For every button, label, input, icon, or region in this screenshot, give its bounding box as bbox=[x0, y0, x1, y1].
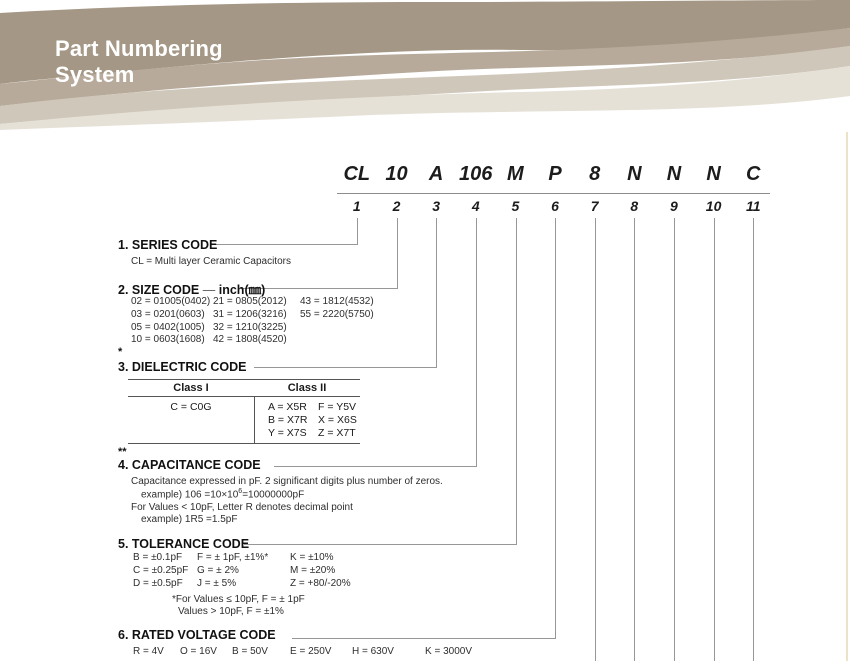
code-char: CL bbox=[343, 163, 371, 185]
tolerance-entry: J = ± 5% bbox=[197, 578, 237, 589]
position-number: 10 bbox=[705, 198, 722, 214]
size-entry: 03 = 0201(0603) bbox=[131, 308, 205, 320]
voltage-entry: O = 16V bbox=[180, 646, 217, 657]
size-entry: 43 = 1812(4532) bbox=[300, 296, 374, 307]
position-number: 3 bbox=[432, 198, 440, 214]
tolerance-entry: Z = +80/-20% bbox=[290, 578, 351, 589]
size-entry: 31 = 1206(3216) bbox=[213, 308, 287, 320]
capacitance-example1-pre: example) 106 =10×10 bbox=[141, 489, 239, 501]
page-edge-line bbox=[846, 132, 848, 661]
voltage-entry: R = 4V bbox=[133, 646, 164, 657]
dielectric-table-body bbox=[128, 397, 360, 443]
code-char: N bbox=[627, 163, 642, 185]
tolerance-entry: G = ± 2% bbox=[197, 565, 239, 576]
size-code-column-2 bbox=[213, 296, 300, 347]
page-title bbox=[55, 36, 223, 88]
tolerance-entry: M = ±20% bbox=[290, 565, 336, 576]
connector-hline-5 bbox=[244, 544, 517, 545]
size-code-column-3 bbox=[300, 296, 400, 347]
tolerance-grid bbox=[133, 552, 351, 591]
position-number: 9 bbox=[670, 198, 678, 214]
code-char: 10 bbox=[385, 163, 408, 185]
connector-vline-7 bbox=[595, 218, 596, 661]
dielectric-code-title: 3. DIELECTRIC CODE bbox=[118, 360, 247, 374]
position-number: 1 bbox=[352, 198, 361, 214]
size-entry: 05 = 0402(1005) bbox=[131, 321, 205, 333]
position-number: 2 bbox=[392, 198, 401, 214]
position-number: 4 bbox=[471, 198, 480, 214]
code-char: 106 bbox=[459, 163, 493, 185]
voltage-entries-row bbox=[0, 646, 850, 660]
size-entry: 02 = 01005(0402) bbox=[131, 296, 211, 307]
connector-vline-4 bbox=[476, 218, 477, 467]
connector-vline-9 bbox=[674, 218, 675, 661]
dielectric-table bbox=[128, 379, 360, 444]
connector-vline-2 bbox=[397, 218, 398, 289]
position-number: 11 bbox=[745, 198, 761, 214]
connector-vline-8 bbox=[634, 218, 635, 661]
class2-entry: Y = X7S bbox=[268, 426, 307, 439]
class2-entry: B = X7R bbox=[268, 413, 308, 426]
class1-value: C = C0G bbox=[170, 401, 212, 413]
code-char: P bbox=[548, 163, 562, 185]
part-number-underline bbox=[337, 193, 770, 194]
code-char: 8 bbox=[589, 163, 601, 185]
connector-hline-6 bbox=[292, 638, 556, 639]
class2-entry: F = Y5V bbox=[318, 401, 357, 413]
voltage-entry: E = 250V bbox=[290, 646, 332, 657]
size-code-table bbox=[131, 296, 400, 347]
code-char: C bbox=[746, 163, 761, 185]
connector-vline-3 bbox=[436, 218, 437, 368]
voltage-entry: H = 630V bbox=[352, 646, 394, 657]
page-header bbox=[0, 0, 850, 135]
size-code-title-text: 2. SIZE CODE bbox=[118, 283, 200, 297]
position-number: 7 bbox=[590, 198, 599, 214]
class2-entry: Z = X7T bbox=[318, 426, 356, 439]
capacitance-code-title: 4. CAPACITANCE CODE bbox=[118, 458, 261, 472]
connector-hline-3 bbox=[254, 367, 437, 368]
size-entry: 42 = 1808(4520) bbox=[213, 334, 287, 346]
class2-row bbox=[268, 427, 360, 440]
class2-row bbox=[268, 414, 360, 427]
tolerance-entry: B = ±0.1pF bbox=[133, 552, 183, 563]
size-entry: 55 = 2220(5750) bbox=[300, 308, 374, 320]
size-code-unit: inch(㎜) bbox=[218, 283, 266, 297]
connector-hline-1 bbox=[214, 244, 358, 245]
tolerance-row bbox=[133, 578, 351, 591]
capacitance-line1: Capacitance expressed in pF. 2 significant digits plus number of zeros. bbox=[131, 476, 443, 487]
dielectric-table-divider bbox=[254, 397, 255, 443]
voltage-entry: B = 50V bbox=[232, 646, 268, 657]
voltage-entry: K = 3000V bbox=[425, 646, 472, 657]
size-code-separator: — bbox=[202, 283, 216, 297]
class2-values bbox=[254, 397, 360, 443]
tolerance-entry: C = ±0.25pF bbox=[133, 565, 189, 576]
class2-entry: A = X5R bbox=[268, 401, 307, 413]
dielectric-table-bottom-border bbox=[128, 443, 360, 444]
class1-header: Class I bbox=[173, 382, 209, 394]
voltage-code-title: 6. RATED VOLTAGE CODE bbox=[118, 628, 276, 642]
tolerance-footnote2: Values > 10pF, F = ±1% bbox=[178, 606, 284, 617]
size-entry: 21 = 0805(2012) bbox=[213, 296, 287, 307]
size-code-column-1 bbox=[131, 296, 213, 347]
code-char: N bbox=[666, 163, 682, 185]
capacitance-example2: example) 1R5 =1.5pF bbox=[141, 514, 238, 525]
size-entry: 32 = 1210(3225) bbox=[213, 321, 287, 333]
tolerance-entry: D = ±0.5pF bbox=[133, 578, 183, 589]
position-number: 5 bbox=[511, 198, 520, 214]
connector-vline-11 bbox=[753, 218, 754, 661]
page-title-line1: Part Numbering bbox=[55, 36, 223, 61]
tolerance-footnote1: *For Values ≤ 10pF, F = ± 1pF bbox=[172, 594, 305, 605]
capacitance-example1-exponent: 6 bbox=[238, 488, 243, 495]
capacitance-example1 bbox=[141, 488, 304, 500]
code-char: M bbox=[507, 163, 524, 185]
code-char: A bbox=[428, 163, 444, 185]
capacitance-example1-post: =10000000pF bbox=[242, 489, 305, 501]
position-number: 8 bbox=[630, 198, 639, 214]
part-number-positions-row bbox=[337, 198, 773, 216]
tolerance-entry: K = ±10% bbox=[290, 552, 334, 563]
connector-hline-4 bbox=[274, 466, 477, 467]
tolerance-code-title: 5. TOLERANCE CODE bbox=[118, 537, 250, 551]
position-number: 6 bbox=[551, 198, 559, 214]
series-code-title: 1. SERIES CODE bbox=[118, 238, 218, 252]
capacitance-note-asterisks: ** bbox=[118, 446, 127, 458]
page-title-line2: System bbox=[55, 61, 135, 87]
dielectric-note-asterisk: * bbox=[118, 346, 123, 358]
connector-vline-5 bbox=[516, 218, 517, 545]
series-code-description: CL = Multi layer Ceramic Capacitors bbox=[131, 256, 291, 267]
class2-entry: X = X6S bbox=[318, 413, 357, 426]
part-number-codes-row bbox=[337, 163, 773, 191]
tolerance-row bbox=[133, 552, 351, 565]
tolerance-row bbox=[133, 565, 351, 578]
size-entry: 10 = 0603(1608) bbox=[131, 334, 205, 346]
capacitance-line2: For Values < 10pF, Letter R denotes decimal point bbox=[131, 502, 353, 513]
connector-vline-6 bbox=[555, 218, 556, 639]
tolerance-entry: F = ± 1pF, ±1%* bbox=[197, 552, 269, 563]
class2-header: Class II bbox=[287, 382, 327, 394]
code-char: N bbox=[706, 163, 721, 185]
class2-row bbox=[268, 401, 360, 414]
dielectric-table-header bbox=[128, 380, 360, 396]
connector-vline-10 bbox=[714, 218, 715, 661]
connector-vline-1 bbox=[357, 218, 358, 245]
